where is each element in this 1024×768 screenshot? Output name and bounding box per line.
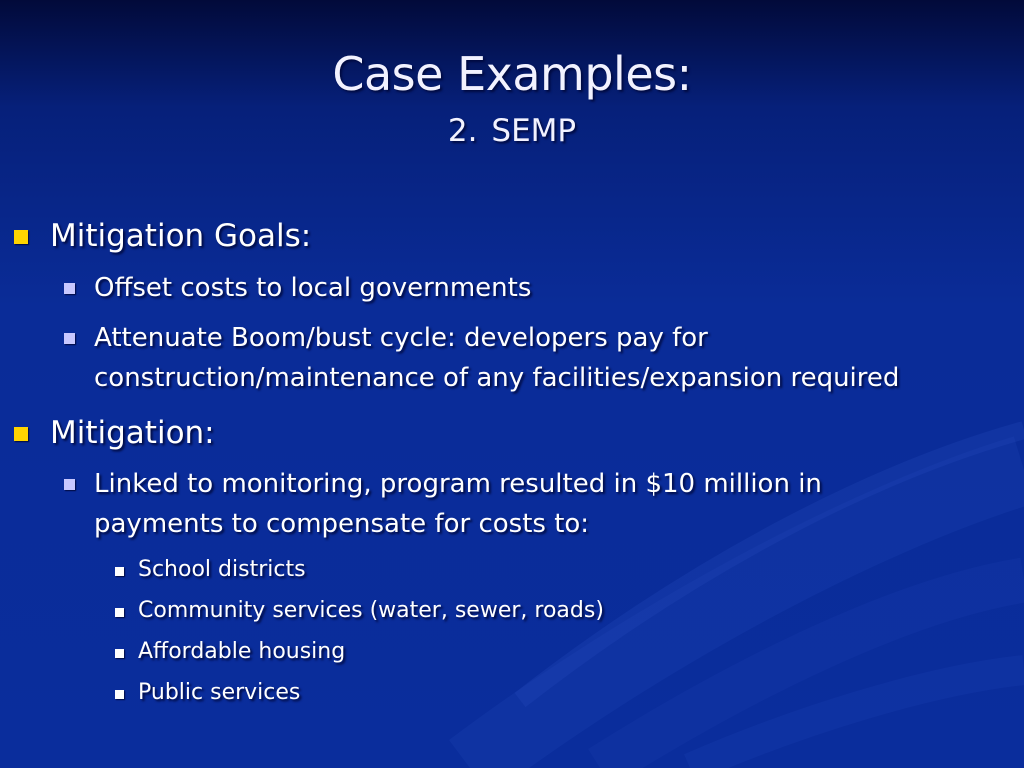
subtitle-number: 2. — [447, 113, 478, 149]
bullet-square-icon — [64, 283, 75, 294]
subtitle-text: SEMP — [491, 113, 577, 149]
bullet-affordable-housing — [138, 637, 345, 667]
bullet-square-icon — [14, 230, 28, 244]
slide-title: Case Examples: — [332, 47, 692, 101]
bullet-text: Offset costs to local governments — [94, 273, 532, 303]
bullet-square-icon — [115, 649, 124, 658]
bullet-linked-to-monitoring — [94, 464, 822, 544]
bullet-square-icon — [64, 333, 75, 344]
bullet-text-line-2: construction/maintenance of any facilities/expansion required — [94, 363, 900, 393]
bullet-mitigation — [50, 414, 215, 452]
bullet-text: Public services — [138, 680, 301, 705]
bullet-community-services — [138, 596, 604, 626]
bullet-square-icon — [115, 608, 124, 617]
bullet-text-line-2: payments to compensate for costs to: — [94, 509, 590, 539]
bullet-offset-costs — [94, 268, 531, 308]
bullet-square-icon — [64, 479, 75, 490]
bullet-square-icon — [14, 427, 28, 441]
bullet-school-districts — [138, 555, 306, 585]
bullet-text-line-1: Linked to monitoring, program resulted in $10 million in — [94, 469, 822, 499]
bullet-text: Community services (water, sewer, roads) — [138, 598, 604, 623]
bullet-text: Mitigation: — [50, 415, 215, 451]
bullet-text: Affordable housing — [138, 639, 346, 664]
bullet-mitigation-goals — [50, 217, 311, 255]
bullet-square-icon — [115, 567, 124, 576]
bullet-public-services — [138, 678, 300, 708]
bullet-text-line-1: Attenuate Boom/bust cycle: developers pay for — [94, 323, 708, 353]
bullet-square-icon — [115, 690, 124, 699]
bullet-text: School districts — [138, 557, 306, 582]
bullet-text: Mitigation Goals: — [50, 218, 312, 254]
bullet-attenuate-boom-bust — [94, 318, 899, 398]
